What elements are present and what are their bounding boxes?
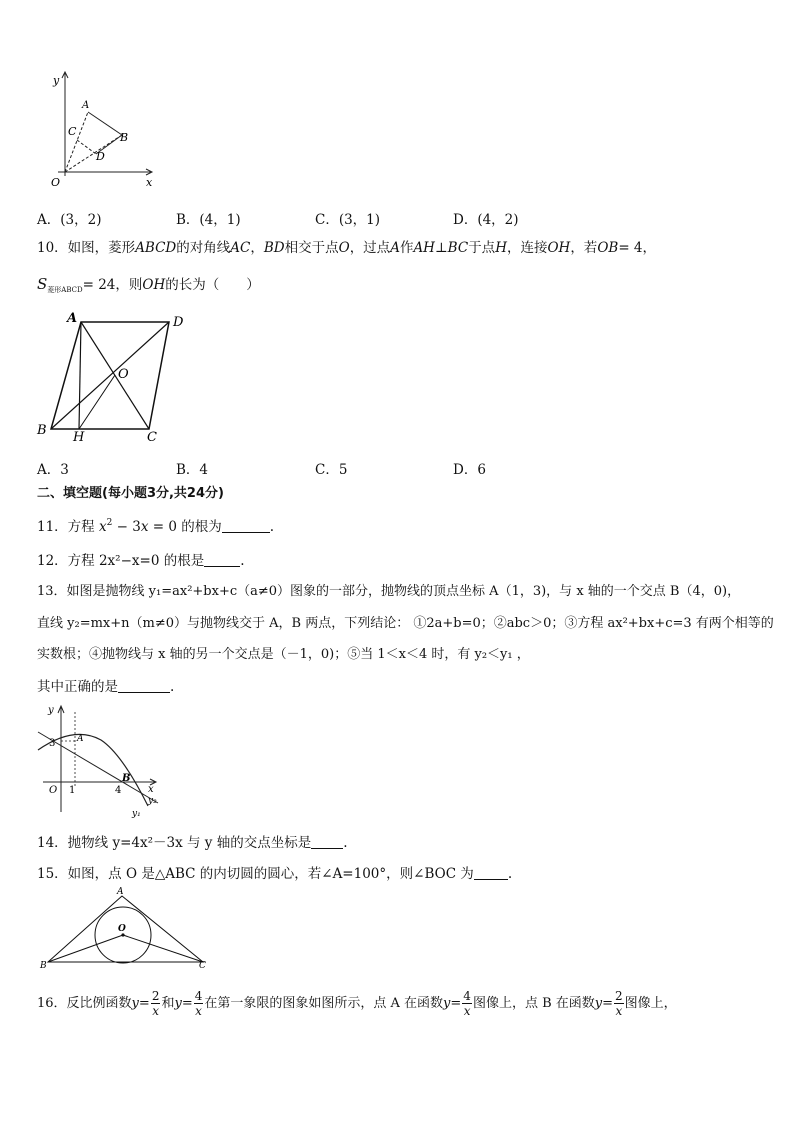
q15-label-b: B bbox=[40, 961, 47, 971]
q9-point-b-label: B bbox=[120, 131, 129, 144]
q10-label-c: C bbox=[147, 430, 157, 445]
q13-point-b-label: B bbox=[122, 773, 131, 784]
q13-answer-blank[interactable] bbox=[118, 678, 170, 693]
fraction-2-over-x-2: $\frac{2}{x}$ bbox=[615, 989, 623, 1018]
q15-incircle-figure bbox=[38, 886, 218, 972]
q13-axis-x-label: x bbox=[148, 784, 154, 795]
q10-line-1: 10．如图，菱形ABCD的对角线AC，BD相交于点O，过点A作AH⊥BC于点H，连接OH，若OB= 4， bbox=[37, 240, 657, 256]
q9-point-d-label: D bbox=[96, 150, 105, 163]
fraction-4-over-x: $\frac{4}{x}$ bbox=[194, 989, 203, 1018]
q13-parabola-figure bbox=[38, 702, 168, 817]
q14-answer-blank[interactable] bbox=[311, 834, 343, 849]
q14: 14．抛物线 y=4x²－3x 与 y 轴的交点坐标是 . bbox=[37, 835, 348, 851]
q16: 16．反比例函数y= $\frac{2}{x}$ 和y= $\frac{4}{x}$ 在第一象限的图象如图所示，点 A 在函数y= $\frac{4}{x}$ 图像上，点 B 在函数y= $\frac{2}{x}$ 图像上， bbox=[37, 989, 677, 1018]
q15-label-o: O bbox=[118, 924, 126, 934]
q9-point-c-label: C bbox=[68, 125, 77, 138]
q10-label-a: A bbox=[67, 311, 78, 326]
q15: 15．如图，点 O 是△ABC 的内切圆的圆心，若∠A=100°，则∠BOC 为 . bbox=[37, 866, 513, 882]
section-fill-in-title: 二、填空题(每小题3分,共24分) bbox=[37, 486, 224, 501]
q10-label-h: H bbox=[73, 430, 85, 445]
q10-line-2: $S_{菱形ABCD}= 24$，则OH的长为（ ） bbox=[37, 275, 260, 294]
q10-label-o: O bbox=[118, 367, 129, 382]
q13-origin-label: O bbox=[49, 785, 58, 796]
q9-option-a: A．(3，2) bbox=[37, 212, 102, 228]
q13-y2-label: y₂ bbox=[148, 796, 157, 806]
q10-label-b: B bbox=[37, 423, 47, 438]
q11-answer-blank[interactable] bbox=[222, 518, 270, 533]
q9-axis-x-label: x bbox=[146, 176, 153, 189]
q9-option-c: C．(3，1) bbox=[315, 212, 381, 228]
q12: 12．方程 2x²−x=0 的根是 . bbox=[37, 553, 245, 569]
q13-y1-label: y₁ bbox=[132, 809, 141, 819]
q13-axis-y-label: y bbox=[48, 705, 54, 716]
q9-option-b: B．(4，1) bbox=[176, 212, 241, 228]
q9-coordinate-figure bbox=[40, 68, 160, 193]
q12-answer-blank[interactable] bbox=[204, 552, 240, 567]
q10-label-d: D bbox=[173, 315, 184, 330]
q10-option-a: A．3 bbox=[37, 462, 69, 478]
q11: 11．方程 $x^2 - 3x = 0$ 的根为 . bbox=[37, 518, 275, 535]
q9-origin-label: O bbox=[51, 176, 61, 189]
q10-option-d: D．6 bbox=[453, 462, 486, 478]
q10-option-c: C．5 bbox=[315, 462, 348, 478]
q15-label-a: A bbox=[117, 887, 124, 897]
q9-point-a-label: A bbox=[82, 100, 90, 111]
q9-option-d: D．(4，2) bbox=[453, 212, 519, 228]
q9-axis-y-label: y bbox=[53, 74, 60, 87]
q13-line-2: 直线 y₂=mx+n（m≠0）与抛物线交于 A，B 两点，下列结论： ①2a+b=0；②abc＞0；③方程 ax²+bx+c=3 有两个相等的 bbox=[37, 616, 774, 631]
fraction-4-over-x-2: $\frac{4}{x}$ bbox=[463, 989, 471, 1018]
q13-tick-1: 1 bbox=[69, 785, 76, 796]
q13-tick-4: 4 bbox=[115, 785, 122, 796]
q13-line-4: 其中正确的是 . bbox=[37, 679, 175, 695]
fraction-2-over-x: $\frac{2}{x}$ bbox=[151, 989, 160, 1018]
q15-label-c: C bbox=[199, 961, 206, 971]
q13-tick-3: 3 bbox=[49, 738, 56, 749]
q13-line-3: 实数根；④抛物线与 x 轴的另一个交点是（－1，0)；⑤当 1＜x＜4 时，有 y₂＜y₁ ， bbox=[37, 647, 530, 662]
q10-option-b: B．4 bbox=[176, 462, 209, 478]
q13-point-a-label: A bbox=[77, 734, 84, 744]
q13-line-1: 13．如图是抛物线 y₁=ax²+bx+c（a≠0）图象的一部分，抛物线的顶点坐标 A（1，3)，与 x 轴的一个交点 B（4，0)， bbox=[37, 584, 741, 599]
q15-answer-blank[interactable] bbox=[474, 865, 508, 880]
q10-rhombus-figure bbox=[34, 310, 194, 445]
